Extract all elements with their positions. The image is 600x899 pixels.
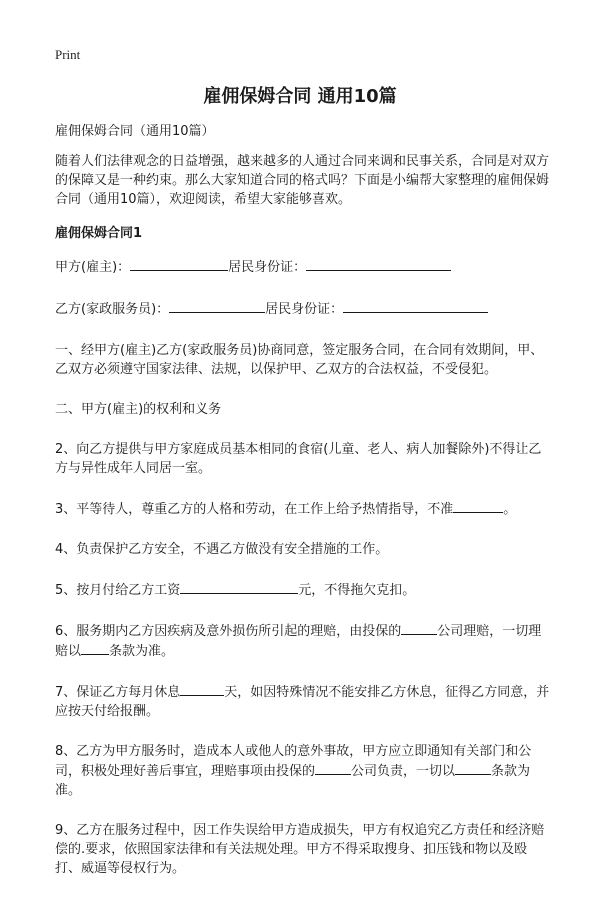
item-2: 2、向乙方提供与甲方家庭成员基本相同的食宿(儿童、老人、病人加餐除外)不得让乙方与异性成年人同居一室。 [55,442,542,476]
item-5-end: 元，不得拖欠克扣。 [298,583,416,598]
intro-paragraph: 随着人们法律观念的日益增强，越来越多的人通过合同来调和民事关系，合同是对双方的保障又是一种约束。那么大家知道合同的格式吗？下面是小编帮大家整理的雇佣保姆合同（通用10篇），欢迎阅读，希望大家能够喜欢。 [55,154,550,207]
section-heading: 雇佣保姆合同1 [55,226,143,241]
item-3-end: 。 [503,502,517,517]
item-7-blank [180,682,224,696]
party-b-name-blank [169,299,265,313]
party-a-name-blank [130,257,228,271]
item-8-end: 条款为准。 [55,764,531,798]
party-a-id-blank [306,257,451,271]
party-b-label: 乙方(家政服务员)： [55,302,170,317]
item-3-text: 3、平等待人，尊重乙方的人格和劳动，在工作上给予热情指导，不准 [55,502,454,517]
item-8-blank-terms [455,761,491,775]
item-6 [55,621,550,661]
item-8 [55,742,550,800]
item-5-text: 5、按月付给乙方工资 [55,583,181,598]
item-6-end: 条款为准。 [109,644,175,659]
item-9: 9、乙方在服务过程中，因工作失误给甲方造成损失，甲方有权追究乙方责任和经济赔偿的.要求，依照国家法律和有关法规处理。甲方不得采取搜身、扣压钱和物以及殴打、威逼等侵权行为。 [55,823,545,876]
item-6-blank-company [401,621,437,635]
item-7-end: 天，如因特殊情况不能安排乙方休息，征得乙方同意，并应按天付给报酬。 [55,685,550,719]
item-4: 4、负责保护乙方安全，不遇乙方做没有安全措施的工作。 [55,542,389,557]
party-b-id-blank [343,299,488,313]
item-6-text: 6、服务期内乙方因疾病及意外损伤所引起的理赔，由投保的 [55,624,402,639]
item-5 [55,580,550,600]
print-link[interactable]: Print [55,47,81,62]
party-a-id-label: 居民身份证： [228,260,307,275]
item-5-blank [180,580,298,594]
party-b-id-label: 居民身份证： [265,302,344,317]
item-8-blank-company [315,761,351,775]
clause-1: 一、经甲方(雇主)乙方(家政服务员)协商同意，签定服务合同，在合同有效期间，甲、乙双方必须遵守国家法律、法规，以保护甲、乙双方的合法权益，不受侵犯。 [55,343,544,377]
item-3-blank [453,499,503,513]
party-a-label: 甲方(雇主)： [55,260,131,275]
document-body [55,122,550,899]
item-6-mid: 公司理赔，一切理赔以 [55,624,542,659]
item-6-blank-terms [81,641,109,655]
item-8-text: 8、乙方为甲方服务时，造成本人或他人的意外事故，甲方应立即通知有关部门和公司，积极处理好善后事宜，理赔事项由投保的 [55,744,532,779]
party-a-line [55,257,550,277]
page-title: 雇佣保姆合同 通用10篇 [203,86,397,107]
item-8-mid: 公司负责，一切以 [351,764,456,779]
item-7-text: 7、保证乙方每月休息 [55,685,181,700]
item-3 [55,499,550,519]
clause-2-heading: 二、甲方(雇主)的权利和义务 [55,402,222,417]
item-7 [55,682,550,721]
party-b-line [55,299,550,319]
document-subtitle: 雇佣保姆合同（通用10篇） [55,124,215,139]
